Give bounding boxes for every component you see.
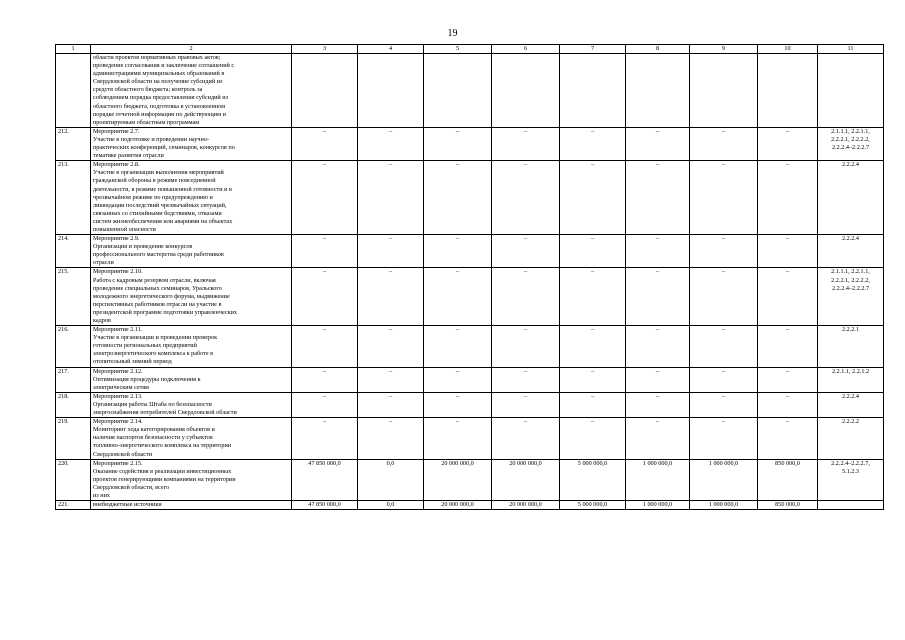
funding-value: – xyxy=(424,367,492,392)
target-indicators xyxy=(818,418,884,459)
funding-value xyxy=(358,54,424,128)
funding-value: – xyxy=(492,235,560,268)
funding-value: – xyxy=(424,268,492,326)
description-line: топливно-энергетического комплекса на территории xyxy=(93,442,232,450)
target-line: 2.2.2.4 xyxy=(841,235,859,243)
description-line: деятельности, в режиме повышенной готовности и в xyxy=(93,185,232,193)
description-line: связанных со стихийными бедствиями, отказами xyxy=(93,209,222,217)
funding-value: – xyxy=(758,235,818,268)
description-line: средств областного бюджета; контроль за xyxy=(93,86,203,94)
funding-value: – xyxy=(690,235,758,268)
funding-value: – xyxy=(626,326,690,367)
description-line: систем жизнеобеспечения или авариями на объектах xyxy=(93,217,233,225)
funding-value: – xyxy=(560,235,626,268)
funding-value: – xyxy=(424,161,492,235)
funding-value: 850 000,0 xyxy=(758,459,818,500)
funding-value: – xyxy=(424,326,492,367)
funding-value: – xyxy=(424,127,492,160)
description-line: Свердловской области xyxy=(93,450,153,458)
funding-value xyxy=(626,54,690,128)
description-line: области проектов нормативных правовых актов; xyxy=(93,54,221,61)
funding-value: – xyxy=(626,161,690,235)
funding-value: – xyxy=(690,367,758,392)
target-line: 2.1.1.1, 2.2.1.1, xyxy=(831,127,870,135)
description-line: администрациями муниципальных образований в xyxy=(93,70,225,78)
table-row xyxy=(56,501,884,510)
activity-description xyxy=(91,161,292,235)
description-line: Участие в организации выполнения мероприятий xyxy=(93,169,224,177)
funding-value: 20 000 000,0 xyxy=(424,501,492,510)
description-line: чрезвычайном режиме по предупреждению и xyxy=(93,193,213,201)
description-line: гражданской обороны в режиме повседневной xyxy=(93,177,216,185)
activity-description xyxy=(91,392,292,417)
funding-value: – xyxy=(292,418,358,459)
funding-value: – xyxy=(758,127,818,160)
activity-description xyxy=(91,501,292,510)
description-line: соблюдением порядка предоставления субсидий из xyxy=(93,94,229,102)
table-row xyxy=(56,127,884,160)
activity-description xyxy=(91,418,292,459)
funding-value: – xyxy=(758,161,818,235)
funding-value: – xyxy=(758,326,818,367)
funding-value: – xyxy=(690,127,758,160)
row-number: 212. xyxy=(56,127,91,160)
activity-description xyxy=(91,54,292,128)
funding-value: – xyxy=(492,392,560,417)
funding-value: – xyxy=(560,268,626,326)
funding-value: – xyxy=(292,127,358,160)
row-number: 215. xyxy=(56,268,91,326)
row-number: 218. xyxy=(56,392,91,417)
table-row xyxy=(56,326,884,367)
table-row xyxy=(56,161,884,235)
funding-value: – xyxy=(560,127,626,160)
funding-value xyxy=(424,54,492,128)
funding-value: – xyxy=(358,367,424,392)
funding-value: – xyxy=(292,268,358,326)
program-table xyxy=(55,44,884,510)
funding-value: – xyxy=(626,367,690,392)
target-line: 2.2.1.1, 2.2.1.2 xyxy=(831,367,870,375)
funding-value: 1 000 000,0 xyxy=(690,501,758,510)
description-line: Мероприятие 2.11. xyxy=(93,326,143,334)
table-row xyxy=(56,54,884,128)
funding-value: – xyxy=(690,268,758,326)
header-cell: 4 xyxy=(358,45,424,54)
funding-value: – xyxy=(560,367,626,392)
table-row xyxy=(56,367,884,392)
activity-description xyxy=(91,459,292,500)
funding-value: 20 000 000,0 xyxy=(492,459,560,500)
funding-value: – xyxy=(492,367,560,392)
target-indicators xyxy=(818,161,884,235)
target-line: 2.2.2.2 xyxy=(841,418,859,426)
row-number: 221. xyxy=(56,501,91,510)
funding-value: 1 000 000,0 xyxy=(626,501,690,510)
description-line: наличия паспортов безопасности у субъектов xyxy=(93,434,213,442)
funding-value xyxy=(690,54,758,128)
description-line: Работа с кадровым резервом отрасли, включая xyxy=(93,276,216,284)
funding-value: – xyxy=(560,392,626,417)
funding-value: 47 850 000,0 xyxy=(292,501,358,510)
target-line: 2.2.2.1, 2.2.2.2, xyxy=(831,135,870,143)
activity-description xyxy=(91,268,292,326)
description-line: Свердловской области, всего xyxy=(93,483,170,491)
funding-value: 5 000 000,0 xyxy=(560,459,626,500)
description-line: Мероприятие 2.7. xyxy=(93,127,140,135)
target-indicators xyxy=(818,459,884,500)
row-number: 216. xyxy=(56,326,91,367)
table-row xyxy=(56,392,884,417)
target-line: 2.2.2.1 xyxy=(841,326,859,334)
target-line: 2.2.2.4–2.2.2.7 xyxy=(831,144,870,152)
header-cell: 5 xyxy=(424,45,492,54)
target-indicators xyxy=(818,235,884,268)
description-line: Мониторинг хода категорирования объектов и xyxy=(93,426,215,434)
header-cell: 3 xyxy=(292,45,358,54)
funding-value: – xyxy=(358,418,424,459)
funding-value: – xyxy=(492,127,560,160)
table-row xyxy=(56,235,884,268)
row-number xyxy=(56,54,91,128)
description-line: президентской программе подготовки управленческих xyxy=(93,308,238,316)
funding-value: – xyxy=(626,127,690,160)
header-cell: 7 xyxy=(560,45,626,54)
description-line: Мероприятие 2.10. xyxy=(93,268,143,276)
description-line: тематике развития отрасли xyxy=(93,152,164,160)
funding-value: – xyxy=(358,392,424,417)
funding-value: – xyxy=(292,161,358,235)
description-line: отрасли xyxy=(93,259,114,267)
header-cell: 9 xyxy=(690,45,758,54)
activity-description xyxy=(91,127,292,160)
table-row xyxy=(56,268,884,326)
funding-value: – xyxy=(690,392,758,417)
funding-value: – xyxy=(626,418,690,459)
description-line: практических конференций, семинаров, конкурсов по xyxy=(93,144,235,152)
funding-value: – xyxy=(292,235,358,268)
funding-value: – xyxy=(358,235,424,268)
description-line: Мероприятие 2.15. xyxy=(93,459,143,467)
funding-value: – xyxy=(690,418,758,459)
activity-description xyxy=(91,326,292,367)
funding-value: 47 850 000,0 xyxy=(292,459,358,500)
description-line: Свердловской области на получение субсидий из xyxy=(93,78,223,86)
funding-value xyxy=(292,54,358,128)
funding-value: – xyxy=(492,268,560,326)
funding-value: – xyxy=(358,326,424,367)
description-line: электроэнергетического комплекса к работе в xyxy=(93,350,214,358)
description-line: Организация и проведение конкурсов xyxy=(93,243,193,251)
description-line: Мероприятие 2.12. xyxy=(93,367,143,375)
header-cell: 8 xyxy=(626,45,690,54)
funding-value: – xyxy=(358,268,424,326)
funding-value: – xyxy=(560,418,626,459)
description-line: проведение согласования и заключение соглашений с xyxy=(93,62,235,70)
target-indicators xyxy=(818,392,884,417)
header-cell: 2 xyxy=(91,45,292,54)
target-line: 2.2.2.4–2.2.2.7, xyxy=(831,459,870,467)
header-row xyxy=(56,45,884,54)
funding-value: – xyxy=(492,326,560,367)
funding-value: – xyxy=(358,161,424,235)
description-line: Участие в организации и проведении проверок xyxy=(93,334,218,342)
description-line: проектов генерирующими компаниями на территории xyxy=(93,475,236,483)
description-line: ликвидации последствий чрезвычайных ситуаций, xyxy=(93,201,227,209)
row-number: 214. xyxy=(56,235,91,268)
row-number: 220. xyxy=(56,459,91,500)
description-line: перспективных работников отрасли на участие в xyxy=(93,300,222,308)
funding-value: 850 000,0 xyxy=(758,501,818,510)
funding-value: – xyxy=(758,268,818,326)
description-line: Мероприятие 2.13. xyxy=(93,392,143,400)
table-row xyxy=(56,418,884,459)
table-row xyxy=(56,459,884,500)
funding-value: – xyxy=(690,326,758,367)
header-cell: 11 xyxy=(818,45,884,54)
description-line: Организация работы Штаба по безопасности xyxy=(93,400,212,408)
target-indicators xyxy=(818,127,884,160)
funding-value: – xyxy=(424,418,492,459)
description-line: Мероприятие 2.8. xyxy=(93,161,140,169)
funding-value: – xyxy=(492,161,560,235)
funding-value: – xyxy=(292,392,358,417)
row-number: 217. xyxy=(56,367,91,392)
funding-value: – xyxy=(758,392,818,417)
description-line: Участие в подготовке и проведении научно- xyxy=(93,135,210,143)
header-cell: 1 xyxy=(56,45,91,54)
funding-value: – xyxy=(560,326,626,367)
target-indicators xyxy=(818,268,884,326)
row-number: 213. xyxy=(56,161,91,235)
funding-value: – xyxy=(626,235,690,268)
description-line: энергоснабжения потребителей Свердловской области xyxy=(93,409,237,417)
activity-description xyxy=(91,235,292,268)
funding-value: 20 000 000,0 xyxy=(424,459,492,500)
target-line: 2.1.1.1, 2.2.1.1, xyxy=(831,268,870,276)
description-line: Оказание содействия в реализации инвестиционных xyxy=(93,467,232,475)
funding-value: 20 000 000,0 xyxy=(492,501,560,510)
description-line: из них xyxy=(93,491,111,499)
description-line: отопительный зимний период xyxy=(93,358,172,366)
target-indicators xyxy=(818,501,884,510)
funding-value: – xyxy=(358,127,424,160)
funding-value: 1 000 000,0 xyxy=(690,459,758,500)
target-indicators xyxy=(818,326,884,367)
funding-value: 1 000 000,0 xyxy=(626,459,690,500)
description-line: проектируемым областным программам xyxy=(93,118,200,126)
funding-value: – xyxy=(292,326,358,367)
funding-value: – xyxy=(626,268,690,326)
funding-value: 0,0 xyxy=(358,459,424,500)
description-line: Мероприятие 2.14. xyxy=(93,418,143,426)
target-line: 5.1.2.3 xyxy=(841,467,859,475)
funding-value xyxy=(758,54,818,128)
description-line: внебюджетные источники xyxy=(93,501,162,509)
target-line: 2.2.2.1, 2.2.2.2, xyxy=(831,276,870,284)
description-line: электрическим сетям xyxy=(93,383,149,391)
target-indicators xyxy=(818,367,884,392)
page-number: 19 xyxy=(447,28,458,39)
funding-value xyxy=(560,54,626,128)
target-line: 2.2.2.4–2.2.2.7 xyxy=(831,284,870,292)
description-line: готовности региональных предприятий xyxy=(93,342,197,350)
target-indicators xyxy=(818,54,884,128)
description-line: Оптимизация процедуры подключения к xyxy=(93,375,201,383)
funding-value: – xyxy=(758,418,818,459)
target-line: 2.2.2.4 xyxy=(841,392,859,400)
funding-value: – xyxy=(424,392,492,417)
header-cell: 10 xyxy=(758,45,818,54)
description-line: порядке отчетной информации по действующим и xyxy=(93,110,226,118)
funding-value: – xyxy=(424,235,492,268)
description-line: кадров xyxy=(93,317,111,324)
funding-value xyxy=(492,54,560,128)
funding-value: – xyxy=(560,161,626,235)
funding-value: – xyxy=(492,418,560,459)
description-line: повышенной опасности xyxy=(93,225,156,233)
target-line: 2.2.2.4 xyxy=(841,161,859,169)
header-cell: 6 xyxy=(492,45,560,54)
description-line: молодежного энергетического форума, выдвижение xyxy=(93,292,230,300)
description-line: профессионального мастерства среди работников xyxy=(93,251,224,259)
funding-value: 5 000 000,0 xyxy=(560,501,626,510)
description-line: областного бюджета, подготовка в установленном xyxy=(93,102,226,110)
funding-value: 0,0 xyxy=(358,501,424,510)
funding-value: – xyxy=(626,392,690,417)
activity-description xyxy=(91,367,292,392)
funding-value: – xyxy=(292,367,358,392)
funding-value: – xyxy=(690,161,758,235)
description-line: Мероприятие 2.9. xyxy=(93,235,140,243)
row-number: 219. xyxy=(56,418,91,459)
funding-value: – xyxy=(758,367,818,392)
description-line: проведение специальных семинаров, Уральского xyxy=(93,284,222,292)
